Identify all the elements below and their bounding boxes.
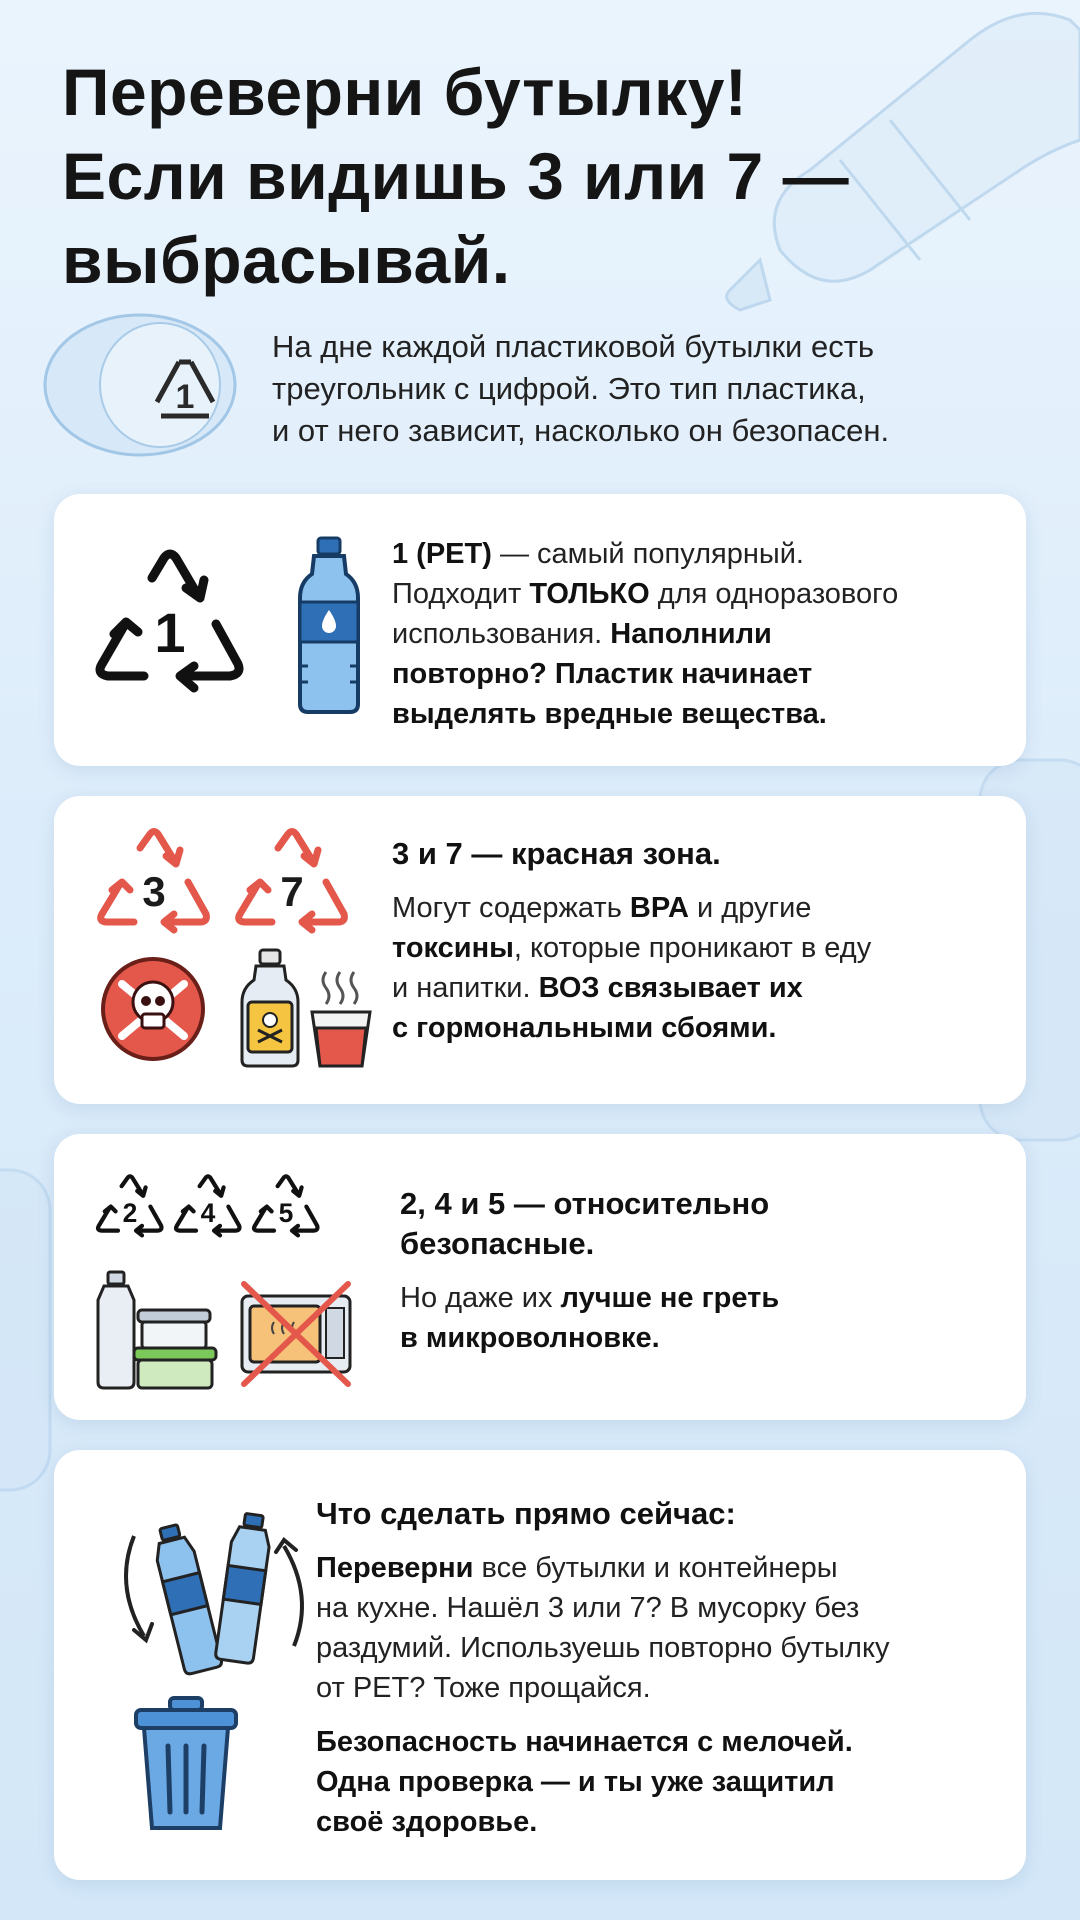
red-line-1: [392, 888, 1012, 928]
recycle-triangle-3-icon: [94, 826, 214, 936]
safe-code-5: 5: [278, 1198, 294, 1229]
trash-can-icon: [130, 1694, 242, 1834]
red-line-1-bold: BPA: [629, 892, 689, 924]
action-p2-line-1: [316, 1722, 1006, 1762]
pet-line-5-bold: выделять вредные вещества.: [392, 698, 827, 730]
intro-line-2: треугольник с цифрой. Это тип пластика,: [272, 371, 866, 406]
intro-recycle-code: 1: [175, 378, 195, 416]
action-p2-line-2-bold: Одна проверка — и ты уже защитил: [316, 1766, 835, 1798]
action-p1-line-4: от PET? Тоже прощайся.: [316, 1672, 651, 1704]
pet-line-2: [392, 574, 1012, 614]
spacer: [392, 874, 1012, 888]
safe-line-1-pre: Но даже их: [400, 1282, 561, 1314]
red-code-3: 3: [142, 868, 166, 915]
toxic-bottle-icon: [238, 946, 302, 1070]
red-line-1-post: и другие: [688, 892, 812, 924]
pet-line-3: [392, 614, 1012, 654]
flip-bottles-icon: [104, 1506, 324, 1676]
recycle-triangle-1-icon: [90, 548, 250, 698]
pet-line-1: [392, 534, 1012, 574]
red-line-2-bold: токсины: [392, 932, 514, 964]
headline-line-2: Если видишь 3 или 7 —: [62, 139, 850, 213]
recycle-triangle-4-icon: [172, 1170, 244, 1242]
safe-line-1: [400, 1278, 1000, 1318]
action-p1-line-3: раздумий. Используешь повторно бутылку: [316, 1632, 890, 1664]
action-p2-line-3: [316, 1802, 1006, 1842]
pet-line-3-bold: Наполнили: [610, 618, 772, 650]
red-code-7: 7: [280, 868, 304, 915]
safe-line-1-bold: лучше не греть: [560, 1282, 780, 1314]
action-p2-line-3-bold: своё здоровье.: [316, 1806, 538, 1838]
action-p1-line-1: [316, 1548, 1006, 1588]
action-p2-line-1-bold: Безопасность начинается с мелочей.: [316, 1726, 853, 1758]
card-action-now: [54, 1450, 1026, 1880]
safe-code-4: 4: [200, 1198, 216, 1229]
water-bottle-icon: [294, 536, 364, 716]
red-line-1-pre: Могут содержать: [392, 892, 630, 924]
red-line-2-post: , которые проникают в еду: [513, 932, 872, 964]
pet-line-2-bold: ТОЛЬКО: [529, 578, 650, 610]
spacer: [316, 1708, 1006, 1722]
safe-title-line-1: 2, 4 и 5 — относительно: [400, 1186, 770, 1221]
action-description: [316, 1494, 1006, 1842]
pet-code: 1: [154, 601, 186, 664]
pet-line-4: [392, 654, 1012, 694]
red-line-3-pre: и напитки.: [392, 972, 539, 1004]
skull-icon: [98, 954, 208, 1064]
safe-line-2-bold: в микроволновке.: [400, 1322, 660, 1354]
red-line-3: [392, 968, 1012, 1008]
card-red-zone: [54, 796, 1026, 1104]
safe-code-2: 2: [122, 1198, 138, 1229]
action-p1-rest: все бутылки и контейнеры: [473, 1552, 838, 1584]
pet-line-2-pre: Подходит: [392, 578, 530, 610]
card-relatively-safe: [54, 1134, 1026, 1420]
containers-icon: [96, 1270, 222, 1390]
pet-line-4-bold: повторно? Пластик начинает: [392, 658, 813, 690]
pet-line-2-post: для одноразового: [649, 578, 899, 610]
action-p1-line-2: на кухне. Нашёл 3 или 7? В мусорку без: [316, 1592, 860, 1624]
intro-line-1: На дне каждой пластиковой бутылки есть: [272, 329, 875, 364]
recycle-triangle-5-icon: [250, 1170, 322, 1242]
spacer: [400, 1264, 1000, 1278]
pet-description: [392, 534, 1012, 734]
red-line-2: [392, 928, 1012, 968]
red-zone-description: [392, 834, 1012, 1048]
pet-line-5: [392, 694, 1012, 734]
action-p2-line-2: [316, 1762, 1006, 1802]
red-zone-title: 3 и 7 — красная зона.: [392, 836, 721, 871]
action-title: Что сделать прямо сейчас:: [316, 1496, 736, 1531]
spacer: [316, 1534, 1006, 1548]
action-p1-bold: Переверни: [316, 1552, 474, 1584]
red-line-3-bold: ВОЗ связывает их: [538, 972, 803, 1004]
recycle-triangle-2-icon: [94, 1170, 166, 1242]
red-line-4-bold: с гормональными сбоями.: [392, 1012, 777, 1044]
crossed-microwave-icon: [236, 1278, 356, 1390]
safe-line-2: [400, 1318, 1000, 1358]
hot-cup-icon: [306, 966, 376, 1070]
safe-title-line-2: безопасные.: [400, 1226, 595, 1261]
intro-line-3: и от него зависит, насколько он безопасен.: [272, 413, 890, 448]
headline-line-1: Переверни бутылку!: [62, 55, 748, 129]
card-pet: [54, 494, 1026, 766]
pet-title-bold: 1 (PET): [392, 538, 492, 570]
pet-title-rest: — самый популярный.: [491, 538, 804, 570]
headline: [62, 50, 1022, 302]
safe-description: [400, 1184, 1000, 1358]
headline-line-3: выбрасывай.: [62, 223, 511, 297]
red-line-4: [392, 1008, 1012, 1048]
pet-line-3-pre: использования.: [392, 618, 611, 650]
bottle-bottom-recycle-1-icon: [40, 300, 240, 470]
intro-text: [272, 326, 1052, 452]
recycle-triangle-7-icon: [232, 826, 352, 936]
